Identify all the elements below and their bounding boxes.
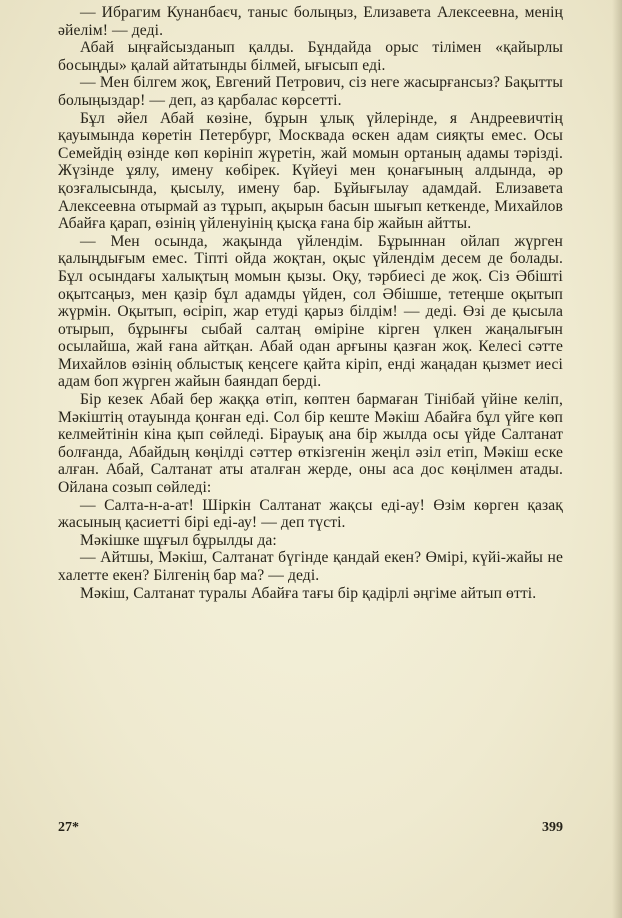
paragraph: — Салта-н-а-ат! Шіркін Салтанат жақсы еді-ау! Өзім көрген қазақ жасының қасиетті бірі еді-ау! — деп түсті. [58, 496, 563, 532]
paragraph: Мәкішке шұғыл бұрылды да: [80, 531, 277, 549]
page-number: 399 [542, 820, 563, 835]
paragraph: — Мен осында, жақында үйлендім. Бұрыннан ойлап жүрген қалыңдығым емес. Тіпті ойда жоқтан, оқыс үйлендім десем де болады. Бұл осындағы халықтың момын қызы. Оқу, тәрбиесі де жоқ. Сіз Әбішті оқытсаңыз, мен қазір бұл адамды үйден, сол Әбішше, тетеңше оқытып жүрмін. Оқытып, өсіріп, жар етуді қарыз білдім! — деді. Өзі де қысыла отырып, бұрынғы сыбай салтаң өміріне кірген үлкен жаңалығын осылайша, жай ғана айтқан. Абай одан арғыны қазған жоқ. Келесі сәтте Михайлов өзінің облыстық кеңсеге қайта кіріп, енді жаңадан қызмет иесі адам боп жүрген жайын баяндап берді. [58, 232, 563, 391]
page-footer [58, 818, 563, 838]
paragraph: Абай ыңғайсызданып қалды. Бұндайда орыс тілімен «қайырлы босыңды» қалай айтатынды білмей, ығысып еді. [58, 39, 563, 74]
paragraph: — Ибрагим Кунанбаєч, таныс болыңыз, Елизавета Алексеевна, менің әйелім! — деді. [58, 4, 563, 39]
body-text [58, 4, 563, 602]
paragraph: — Мен білгем жоқ, Евгений Петрович, сіз неге жасырғансыз? Бақытты болыңыздар! — деп, аз қарбалас көрсетті. [58, 74, 563, 109]
page-edge-shadow [612, 0, 622, 918]
paragraph: — Айтшы, Мәкіш, Салтанат бүгінде қандай екен? Өмірі, күйі-жайы не халетте екен? Білгенің бар ма? — деді. [58, 549, 563, 584]
signature-mark: 27* [58, 820, 79, 835]
paragraph: Бұл әйел Абай көзіне, бұрын ұлық үйлерінде, я Андреевичтің қауымында көретін Петербург, Москвада өскен адам сияқты емес. Осы Семейдің өзінде көп көрініп жүретін, жай момын ортаның адамы тәрізді. Жүзінде ұялу, имену көбірек. Күйеуі мен қонағының алдында, әр қозғалысында, қысылу, имену бар. Бұйығылау адамдай. Елизавета Алексеевна отырмай аз тұрып, ақырын басын шығып кеткенде, Михайлов Абайға қарап, өзінің үйленуінің қысқа ғана бір жайын айтты. [58, 109, 563, 233]
paragraph: Бір кезек Абай бер жаққа өтіп, көптен бармаған Тінібай үйіне келіп, Мәкіштің отауында қонған еді. Сол бір кеште Мәкіш Абайға бұл үйге көп келмейтінін кіна қып сөйледі. Бірауық ана бір жылда осы үйде Салтанат болғанда, Абайдың көңілді сәттер өткізгенін жеңіл әзіл етіп, Мәкіш еске алған. Абай, Салтанат аты аталған жерде, оны аса дос көңілмен атады. Ойлана созып сөйледі: [58, 391, 563, 497]
paragraph: Мәкіш, Салтанат туралы Абайға тағы бір қадірлі әңгіме айтып өтті. [80, 584, 537, 602]
